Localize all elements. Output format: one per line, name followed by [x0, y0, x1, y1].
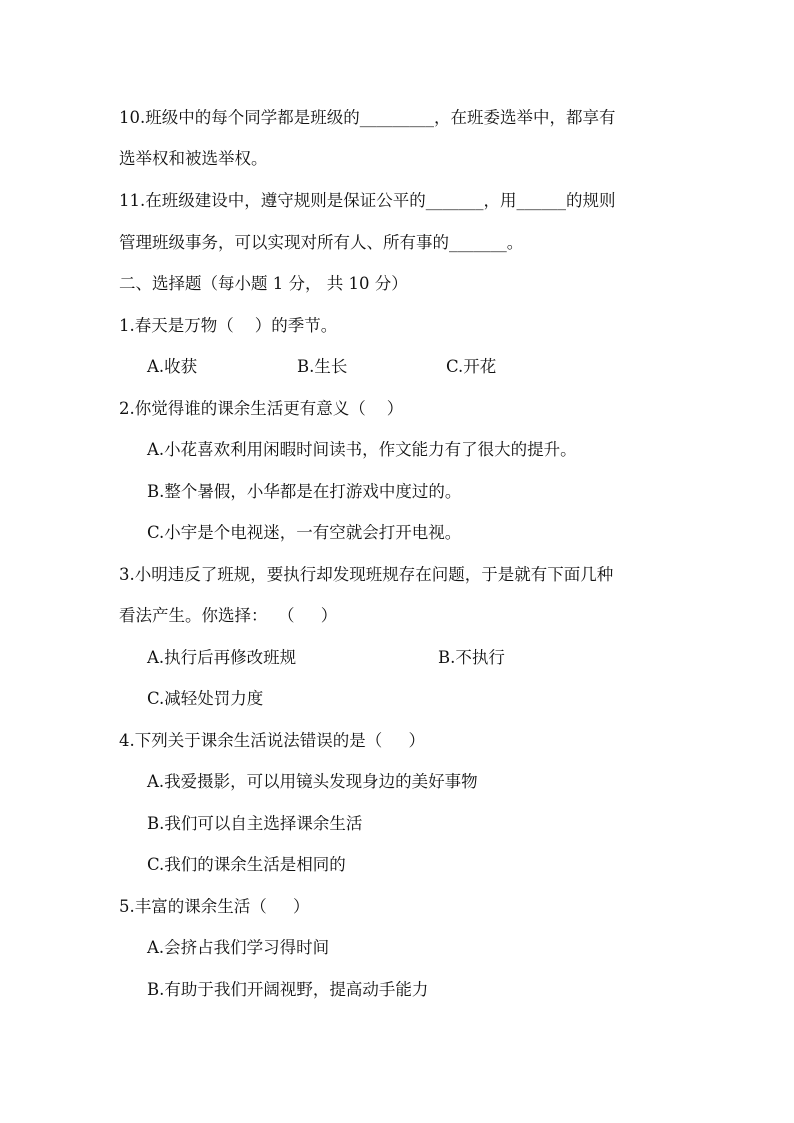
question-2-option-a: A.小花喜欢利用闲暇时间读书，作文能力有了很大的提升。 [147, 440, 577, 459]
question-1-stem: 1.春天是万物（ ）的季节。 [119, 316, 338, 335]
question-5-stem: 5.丰富的课余生活（ ） [119, 897, 310, 916]
question-3-option-c: C.减轻处罚力度 [147, 689, 264, 708]
question-3-option-a: A.执行后再修改班规 [147, 648, 297, 667]
question-11-line-2: 管理班级事务，可以实现对所有人、所有事的_______。 [119, 233, 524, 252]
question-1-option-b: B.生长 [297, 357, 348, 376]
question-5-option-a: A.会挤占我们学习得时间 [147, 938, 330, 957]
question-4-option-a: A.我爱摄影，可以用镜头发现身边的美好事物 [147, 772, 478, 791]
question-1-option-a: A.收获 [147, 357, 198, 376]
question-2-option-c: C.小宇是个电视迷，一有空就会打开电视。 [147, 523, 462, 542]
question-1-option-c: C.开花 [446, 357, 497, 376]
question-10-line-1: 10.班级中的每个同学都是班级的_________，在班委选举中，都享有 [119, 108, 616, 127]
question-2-stem: 2.你觉得谁的课余生活更有意义（ ） [119, 399, 404, 418]
question-11-line-1: 11.在班级建设中，遵守规则是保证公平的_______，用______的规则 [119, 191, 616, 210]
question-4-option-b: B.我们可以自主选择课余生活 [147, 814, 363, 833]
question-4-stem: 4.下列关于课余生活说法错误的是（ ） [119, 731, 425, 750]
question-2-option-b: B.整个暑假，小华都是在打游戏中度过的。 [147, 482, 462, 501]
question-3-stem-line-1: 3.小明违反了班规，要执行却发现班规存在问题，于是就有下面几种 [119, 565, 614, 584]
question-4-option-c: C.我们的课余生活是相同的 [147, 855, 346, 874]
question-5-option-b: B.有助于我们开阔视野，提高动手能力 [147, 980, 429, 999]
question-10-line-2: 选举权和被选举权。 [119, 149, 268, 168]
question-3-option-b: B.不执行 [438, 648, 505, 667]
question-3-stem-line-2: 看法产生。你选择： （ ） [119, 606, 338, 625]
section-heading-multiple-choice: 二、选择题（每小题 1 分， 共 10 分） [119, 274, 408, 293]
